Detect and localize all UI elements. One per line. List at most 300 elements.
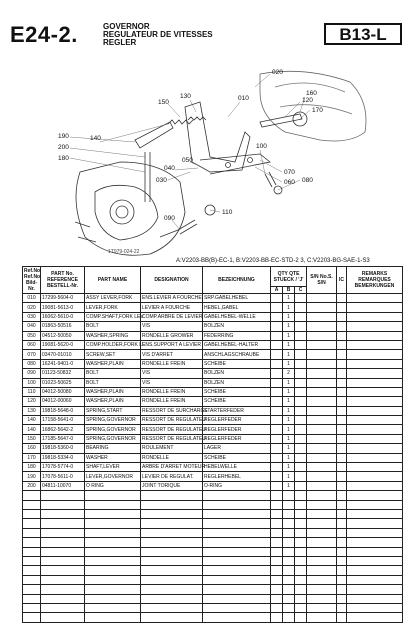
cell-b: 1 (283, 444, 295, 453)
empty-cell (271, 594, 283, 603)
cell-b: 1 (283, 425, 295, 434)
cell-part-no: 17185-5647-0 (41, 434, 85, 443)
cell-a (271, 453, 283, 462)
empty-cell (271, 585, 283, 594)
empty-cell (337, 585, 347, 594)
empty-cell (23, 547, 41, 556)
empty-cell (271, 603, 283, 612)
cell-name: SHAFT,LEVER (85, 463, 141, 472)
empty-cell (295, 500, 307, 509)
cell-bezeichnung: HEBELWELLE (203, 463, 271, 472)
empty-cell (307, 575, 337, 584)
empty-cell (41, 594, 85, 603)
cell-bezeichnung: O-RING (203, 481, 271, 490)
callout-120: 120 (302, 97, 313, 104)
empty-cell (307, 547, 337, 556)
empty-cell (41, 585, 85, 594)
empty-cell (295, 566, 307, 575)
empty-cell (337, 538, 347, 547)
cell-a (271, 387, 283, 396)
cell-part-no: 01863-50516 (41, 322, 85, 331)
cell-bezeichnung: HEBEL,GABEL (203, 303, 271, 312)
empty-cell (337, 519, 347, 528)
cell-designation: RONDELLE FREIN (141, 387, 203, 396)
leader-130 (190, 100, 196, 112)
holder-hole-1 (226, 163, 231, 168)
cell-ic (337, 397, 347, 406)
cell-part-no: 19081-5620-0 (41, 340, 85, 349)
title-german: REGLER (103, 38, 137, 47)
cell-designation: RONDELLE GROWER (141, 331, 203, 340)
empty-table-row (23, 556, 403, 565)
cell-part-no: 04811-10070 (41, 481, 85, 490)
cell-name: WASHER,PLAIN (85, 397, 141, 406)
empty-cell (271, 500, 283, 509)
empty-cell (347, 491, 403, 500)
empty-cell (295, 519, 307, 528)
title-english: GOVERNOR (103, 22, 150, 31)
empty-cell (23, 538, 41, 547)
header-col-b: B (283, 287, 295, 294)
callout-200: 200 (58, 144, 69, 151)
cell-b: 1 (283, 472, 295, 481)
empty-cell (203, 556, 271, 565)
cell-ic (337, 340, 347, 349)
leader-170 (300, 110, 310, 119)
empty-cell (337, 556, 347, 565)
callout-130: 130 (180, 93, 191, 100)
cell-b: 1 (283, 303, 295, 312)
cell-bezeichnung: BOLZEN (203, 378, 271, 387)
cell-remarks (347, 481, 403, 490)
table-row (23, 350, 403, 359)
cell-sn (307, 472, 337, 481)
empty-cell (337, 575, 347, 584)
cell-part-no: 16241-9401-0 (41, 359, 85, 368)
drawing-code: 1T979-024-22 (108, 249, 140, 255)
cell-sn (307, 303, 337, 312)
cell-a (271, 294, 283, 303)
empty-cell (283, 585, 295, 594)
housing-boss (110, 200, 134, 224)
empty-cell (85, 528, 141, 537)
empty-cell (203, 500, 271, 509)
empty-cell (41, 547, 85, 556)
cell-part-no: 01123-50832 (41, 369, 85, 378)
empty-cell (203, 603, 271, 612)
cell-designation: RONDELLE FREIN (141, 397, 203, 406)
empty-cell (295, 491, 307, 500)
cell-designation: ROULEMENT (141, 444, 203, 453)
cell-ic (337, 406, 347, 415)
cell-remarks (347, 322, 403, 331)
cell-designation: RONDELLE FREIN (141, 359, 203, 368)
cell-b: 1 (283, 463, 295, 472)
cell-b: 1 (283, 453, 295, 462)
empty-cell (203, 594, 271, 603)
cell-a (271, 369, 283, 378)
cell-ic (337, 453, 347, 462)
empty-cell (23, 613, 41, 622)
cell-c (295, 444, 307, 453)
empty-cell (23, 491, 41, 500)
empty-cell (295, 547, 307, 556)
housing-boss-inner (116, 206, 128, 218)
empty-cell (141, 566, 203, 575)
cell-a (271, 340, 283, 349)
empty-cell (203, 491, 271, 500)
header-bezeichnung: BEZEICHNUNG (203, 267, 271, 294)
cell-name: WASHER (85, 453, 141, 462)
empty-cell (85, 556, 141, 565)
cell-ic (337, 387, 347, 396)
empty-table-row (23, 528, 403, 537)
cell-b: 1 (283, 378, 295, 387)
cell-sn (307, 312, 337, 321)
callout-100: 100 (256, 143, 267, 150)
empty-cell (283, 575, 295, 584)
cell-b: 1 (283, 350, 295, 359)
cell-designation: VIS (141, 369, 203, 378)
cell-remarks (347, 294, 403, 303)
cell-ic (337, 444, 347, 453)
empty-table-row (23, 585, 403, 594)
cell-designation: VIS (141, 378, 203, 387)
cell-ref: 030 (23, 312, 41, 321)
empty-cell (283, 509, 295, 518)
empty-table-row (23, 547, 403, 556)
cell-sn (307, 387, 337, 396)
cell-c (295, 397, 307, 406)
empty-table-row (23, 566, 403, 575)
cell-c (295, 340, 307, 349)
table-row (23, 294, 403, 303)
empty-cell (271, 613, 283, 622)
cell-remarks (347, 359, 403, 368)
cell-bezeichnung: STARTERFEDER (203, 406, 271, 415)
cell-remarks (347, 369, 403, 378)
cell-designation: COMP.ARBRE DE LEVIER (142, 313, 203, 320)
empty-cell (271, 566, 283, 575)
empty-cell (271, 556, 283, 565)
cell-ic (337, 472, 347, 481)
empty-cell (85, 575, 141, 584)
table-row (23, 312, 403, 321)
cell-name: BOLT (85, 378, 141, 387)
callout-150: 150 (158, 99, 169, 106)
callout-080: 080 (302, 177, 313, 184)
cell-bezeichnung: REGLERFEDER (203, 434, 271, 443)
empty-cell (203, 528, 271, 537)
empty-cell (203, 509, 271, 518)
cell-ref: 010 (23, 294, 41, 303)
cell-sn (307, 350, 337, 359)
header-part-no: PART No. REFERENCE BESTELL-Nr. (41, 267, 85, 294)
empty-table-row (23, 519, 403, 528)
leader-180 (70, 158, 145, 172)
callout-030: 030 (156, 177, 167, 184)
cell-remarks (347, 378, 403, 387)
empty-cell (295, 528, 307, 537)
cell-ref: 150 (23, 434, 41, 443)
empty-cell (283, 547, 295, 556)
empty-cell (271, 528, 283, 537)
cell-designation: ARBRE D'ARRET MOTEUR (142, 464, 206, 471)
cell-part-no: 03470-01010 (41, 350, 85, 359)
empty-cell (295, 594, 307, 603)
cell-bezeichnung: SCHEIBE (203, 397, 271, 406)
cell-part-no: 19818-5648-0 (41, 406, 85, 415)
empty-cell (41, 556, 85, 565)
empty-cell (23, 575, 41, 584)
cell-bezeichnung: REGLERFEDER (203, 425, 271, 434)
cell-ic (337, 294, 347, 303)
empty-table-row (23, 603, 403, 612)
table-row (23, 463, 403, 472)
empty-cell (85, 500, 141, 509)
cell-c (295, 369, 307, 378)
cell-name: WASHER,SPRING (85, 331, 141, 340)
header-col-a: A (271, 287, 283, 294)
empty-cell (307, 528, 337, 537)
empty-cell (271, 509, 283, 518)
cell-part-no: 04012-50080 (41, 387, 85, 396)
cell-bezeichnung: GABELHEBEL-HALTER (203, 340, 271, 349)
leader-200 (70, 148, 145, 157)
housing-detail (95, 185, 158, 240)
cell-c (295, 378, 307, 387)
cell-name: BOLT (85, 322, 141, 331)
empty-cell (307, 538, 337, 547)
callout-160: 160 (306, 90, 317, 97)
cell-sn (307, 369, 337, 378)
table-row (23, 434, 403, 443)
cell-c (295, 425, 307, 434)
empty-cell (283, 491, 295, 500)
cell-sn (307, 463, 337, 472)
callout-140: 140 (90, 135, 101, 142)
cell-name: BOLT (85, 369, 141, 378)
cell-ref: 160 (23, 444, 41, 453)
cell-b: 1 (283, 322, 295, 331)
cell-ref: 110 (23, 387, 41, 396)
cell-ic (337, 303, 347, 312)
cell-designation: RESSORT DE SURCHARGE (142, 407, 208, 414)
cell-name: COMP.HOLDER,FORK LE. (86, 342, 147, 349)
header-sn: S/N No.S. S/N (307, 267, 337, 294)
cell-c (295, 453, 307, 462)
cell-ref: 130 (23, 406, 41, 415)
callout-060: 060 (284, 179, 295, 186)
table-row (23, 369, 403, 378)
cell-part-no: 17078-5774-0 (41, 463, 85, 472)
cell-sn (307, 416, 337, 425)
empty-cell (23, 509, 41, 518)
table-row (23, 359, 403, 368)
cell-a (271, 378, 283, 387)
empty-cell (295, 509, 307, 518)
empty-cell (203, 585, 271, 594)
cell-c (295, 416, 307, 425)
cell-designation: JOINT TORIQUE (141, 481, 203, 490)
empty-cell (41, 491, 85, 500)
empty-cell (141, 575, 203, 584)
parts-table (22, 266, 403, 623)
empty-cell (41, 538, 85, 547)
empty-cell (141, 491, 203, 500)
cell-c (295, 481, 307, 490)
cell-ref: 140 (23, 416, 41, 425)
cell-ref: 100 (23, 378, 41, 387)
cell-remarks (347, 472, 403, 481)
cell-part-no: 19081-5613-0 (41, 303, 85, 312)
empty-cell (23, 566, 41, 575)
bolt-100 (265, 172, 276, 187)
cell-c (295, 331, 307, 340)
empty-cell (347, 519, 403, 528)
table-row (23, 472, 403, 481)
empty-cell (23, 585, 41, 594)
empty-cell (307, 594, 337, 603)
cell-ref: 170 (23, 453, 41, 462)
empty-cell (41, 613, 85, 622)
empty-cell (41, 519, 85, 528)
cell-sn (307, 294, 337, 303)
cell-ic (337, 359, 347, 368)
empty-cell (347, 613, 403, 622)
header-designation: DESIGNATION (141, 267, 203, 294)
cell-a (271, 322, 283, 331)
cell-c (295, 387, 307, 396)
table-row (23, 340, 403, 349)
cell-ref: 080 (23, 359, 41, 368)
cell-a (271, 434, 283, 443)
empty-cell (347, 575, 403, 584)
cell-ref: 070 (23, 350, 41, 359)
empty-cell (203, 519, 271, 528)
empty-cell (283, 613, 295, 622)
empty-cell (23, 556, 41, 565)
empty-cell (85, 566, 141, 575)
empty-cell (85, 491, 141, 500)
empty-cell (283, 519, 295, 528)
table-row (23, 416, 403, 425)
title-french: REGULATEUR DE VITESSES (103, 30, 213, 39)
cell-sn (307, 453, 337, 462)
empty-cell (337, 491, 347, 500)
header-ic: IC (337, 267, 347, 294)
cell-ref: 200 (23, 481, 41, 490)
empty-cell (295, 603, 307, 612)
cell-ic (337, 416, 347, 425)
cell-bezeichnung: FEDERRING (203, 331, 271, 340)
empty-cell (203, 575, 271, 584)
cell-part-no: 04012-00060 (41, 397, 85, 406)
empty-cell (307, 585, 337, 594)
empty-cell (271, 547, 283, 556)
section-code-box: B13-L (324, 23, 402, 45)
empty-table-row (23, 613, 403, 622)
table-row (23, 481, 403, 490)
empty-cell (85, 603, 141, 612)
cell-designation: ENS.LEVIER A FOURCHE (142, 295, 202, 302)
cell-a (271, 472, 283, 481)
empty-cell (307, 613, 337, 622)
cell-remarks (347, 453, 403, 462)
header-remarks: REMARKS REMARQUES BEMERKUNGEN (347, 267, 403, 294)
governor-lever (135, 122, 173, 148)
empty-cell (41, 566, 85, 575)
cell-a (271, 463, 283, 472)
callout-190: 190 (58, 133, 69, 140)
empty-cell (203, 538, 271, 547)
empty-cell (295, 575, 307, 584)
cell-c (295, 312, 307, 321)
cell-sn (307, 397, 337, 406)
leader-020 (255, 74, 270, 87)
parts-table-body (23, 294, 403, 623)
cell-b: 1 (283, 406, 295, 415)
cell-ic (337, 425, 347, 434)
header-col-c: C (295, 287, 307, 294)
cell-a (271, 481, 283, 490)
cell-b: 2 (283, 369, 295, 378)
empty-cell (141, 538, 203, 547)
callout-050: 050 (182, 157, 193, 164)
empty-cell (347, 528, 403, 537)
holder-hole-2 (248, 158, 253, 163)
cell-name: LEVER,FORK (85, 303, 141, 312)
cell-c (295, 472, 307, 481)
empty-cell (141, 547, 203, 556)
empty-cell (347, 538, 403, 547)
empty-cell (203, 566, 271, 575)
cell-sn (307, 322, 337, 331)
cell-ref: 040 (23, 322, 41, 331)
empty-cell (283, 603, 295, 612)
empty-cell (85, 519, 141, 528)
empty-cell (347, 509, 403, 518)
empty-cell (337, 528, 347, 537)
cell-designation: LEVIER DE REGULAT. (141, 472, 203, 481)
exploded-parts-diagram (60, 62, 380, 262)
leader-010 (228, 102, 240, 117)
empty-cell (337, 509, 347, 518)
cell-sn (307, 359, 337, 368)
empty-cell (347, 603, 403, 612)
leader-030 (168, 172, 190, 180)
cell-sn (307, 481, 337, 490)
cell-remarks (347, 387, 403, 396)
cell-ic (337, 378, 347, 387)
cell-ref: 140 (23, 425, 41, 434)
empty-cell (141, 603, 203, 612)
cell-remarks (347, 340, 403, 349)
table-row (23, 397, 403, 406)
empty-cell (337, 547, 347, 556)
cell-sn (307, 406, 337, 415)
empty-cell (203, 613, 271, 622)
cell-bezeichnung: LAGER (203, 444, 271, 453)
cell-bezeichnung: SRP.GABELHEBEL (203, 294, 271, 303)
cell-sn (307, 340, 337, 349)
table-row (23, 378, 403, 387)
empty-cell (307, 500, 337, 509)
table-row (23, 425, 403, 434)
cell-designation: VIS D'ARRET (141, 350, 203, 359)
cell-ref: 060 (23, 340, 41, 349)
cell-sn (307, 425, 337, 434)
